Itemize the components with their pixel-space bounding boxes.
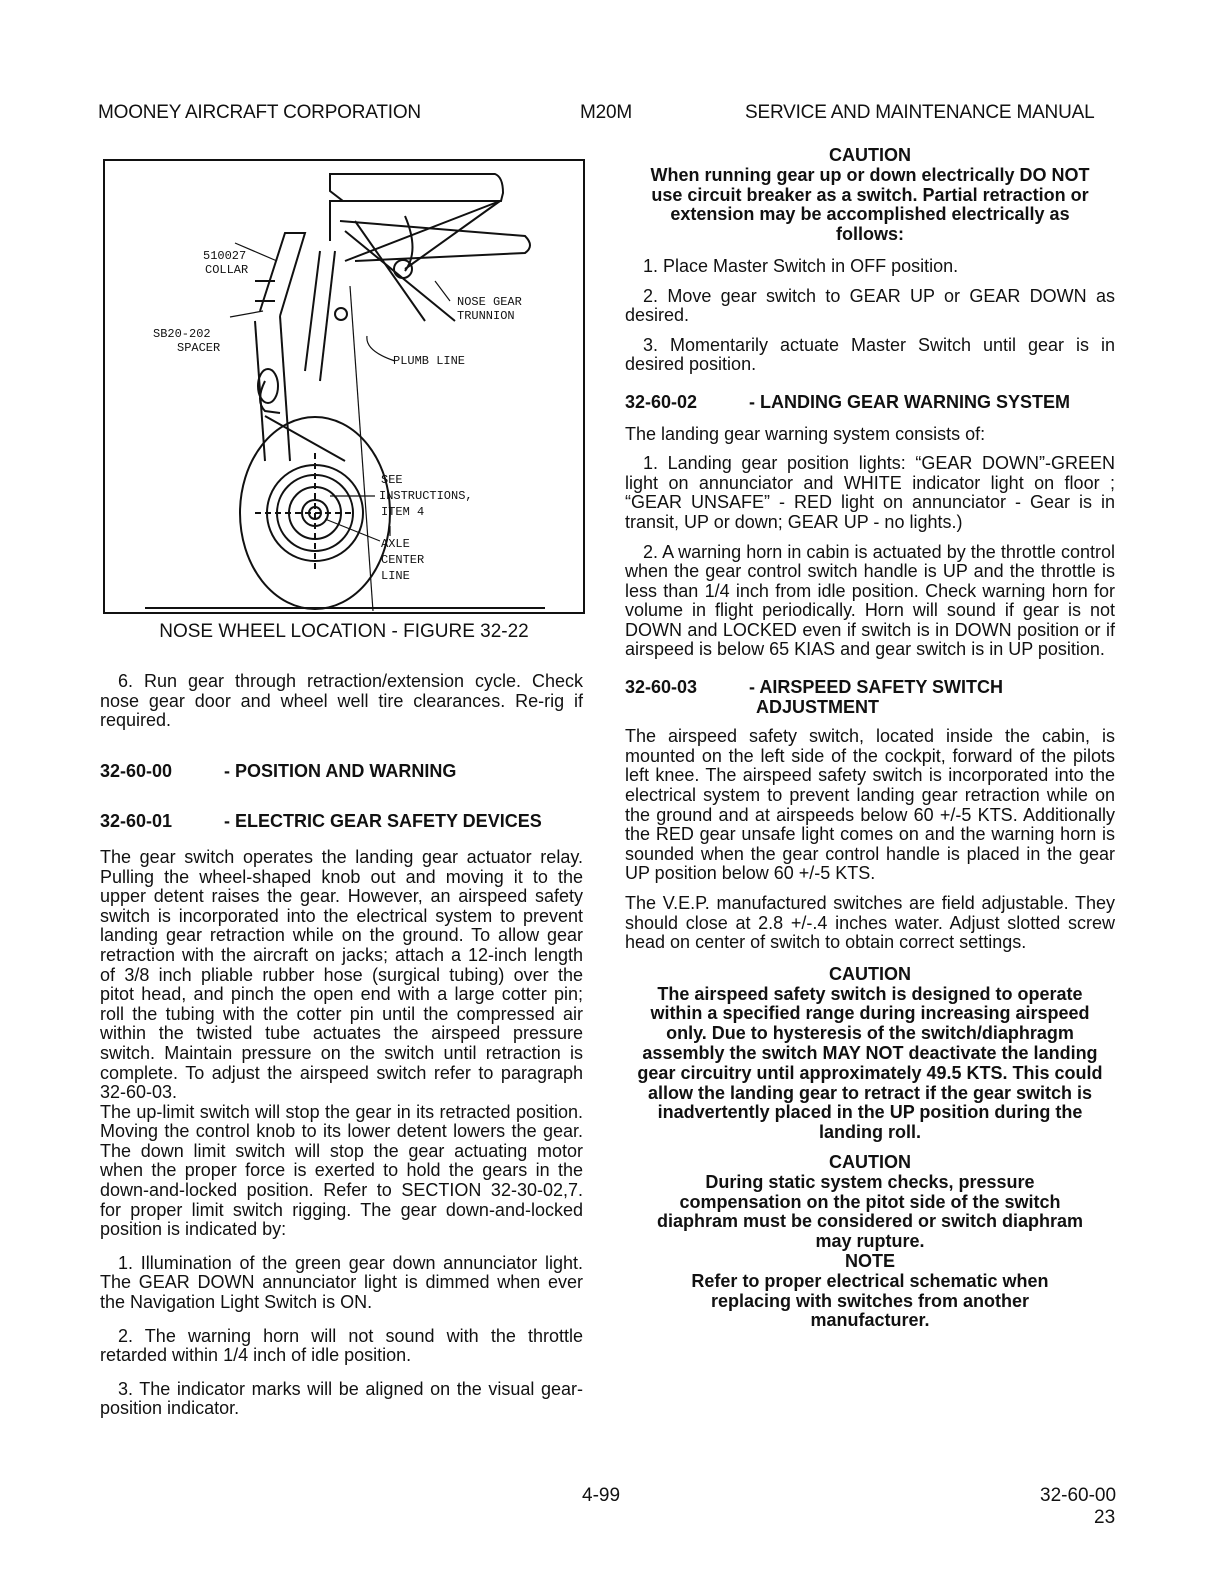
label-spacer: SPACER <box>177 341 221 355</box>
manual-step-1: 1. Place Master Switch in OFF position. <box>643 255 959 276</box>
section-title: - POSITION AND WARNING <box>224 760 457 781</box>
manual-step-2: 2. Move gear switch to GEAR UP or GEAR DOWN as desired. <box>625 285 1115 326</box>
label-center: CENTER <box>381 553 425 567</box>
page-number: 4-99 <box>582 1485 621 1506</box>
nose-gear-drawing <box>105 161 583 612</box>
manual-step-3: 3. Momentarily actuate Master Switch until gear is in desired position. <box>625 334 1115 375</box>
caution-electrical <box>625 146 1115 245</box>
caution-title: CAUTION <box>829 145 911 165</box>
label-see: SEE <box>381 473 403 487</box>
indicator-item-2: 2. The warning horn will not sound with the throttle retarded within 1/4 inch of idle position. <box>100 1325 583 1366</box>
caution-airspeed <box>625 965 1115 1143</box>
figure-caption: NOSE WHEEL LOCATION - FIGURE 32-22 <box>159 621 529 642</box>
caution-text: During static system checks, pressure compensation on the pitot side of the switch diaphram must be considered or switch diaphram may rupture. <box>656 1171 1084 1252</box>
label-axle: AXLE <box>381 537 410 551</box>
section-title-line-1: - AIRSPEED SAFETY SWITCH <box>749 677 1004 698</box>
label-collar: COLLAR <box>205 263 249 277</box>
section-number: 32-60-00 <box>100 760 173 781</box>
indicator-item-3: 3. The indicator marks will be aligned on the visual gear-position indicator. <box>100 1378 583 1419</box>
section-32-60-00 <box>100 762 583 782</box>
caution-text: When running gear up or down electrically DO NOT use circuit breaker as a switch. Partial retraction or extension may be accomplished electrically as follows: <box>650 164 1090 245</box>
section-title <box>749 678 1003 717</box>
indicator-item-1: 1. Illumination of the green gear down annunciator light. The GEAR DOWN annunciator light is dimmed when ever the Navigation Light Switch is ON. <box>100 1252 583 1313</box>
label-collar-number: 510027 <box>203 249 247 263</box>
label-trunnion-1: NOSE GEAR <box>457 295 522 309</box>
header-company: MOONEY AIRCRAFT CORPORATION <box>98 102 421 123</box>
gear-switch-paragraph: The gear switch operates the landing gear actuator relay. Pulling the wheel-shaped knob out and moving it to the upper detent raises the gear. However, an airspeed safety switch is incorporated into the electrical system to prevent landing gear retraction while on the ground. To allow gear retraction with the aircraft on jacks; attach a 12-inch length of 3/8 inch pliable rubber hose (surgical tubing) over the pitot head, and pinch the open end with a large cotter pin; roll the tubing with the cotter pin until the compressed air within the twisted tube actuates the airspeed pressure switch. Maintain pressure on the switch until retraction is complete. To adjust the airspeed switch refer to paragraph 32-60-03. <box>100 846 583 1103</box>
header-manual: SERVICE AND MAINTENANCE MANUAL <box>745 102 1095 123</box>
section-number: 32-60-03 <box>625 677 698 698</box>
label-item: ITEM 4 <box>381 505 425 519</box>
step-6: 6. Run gear through retraction/extension cycle. Check nose gear door and wheel well tire clearances. Re-rig if required. <box>100 671 583 731</box>
footer-section: 32-60-00 <box>1040 1485 1117 1506</box>
label-instructions: INSTRUCTIONS, <box>379 489 473 503</box>
warning-item-2: 2. A warning horn in cabin is actuated by the throttle control when the gear control switch handle is UP and the throttle is less than 1/4 inch from idle position. Check warning horn for volume in flight periodically. Horn will sound if gear is not DOWN and LOCKED even if switch is in DOWN position or if airspeed is below 65 KIAS and gear switch is in UP position. <box>625 541 1115 660</box>
label-spacer-number: SB20-202 <box>153 327 211 341</box>
caution-text: The airspeed safety switch is designed to operate within a specified range during increasing airspeed only. Due to hysteresis of the switch/diaphragm assembly the switch MAY NOT deactivate the landing gear circuitry until approximately 49.5 KTS. This could allow the landing gear to retract if the gear switch is inadvertently placed in the UP position during the landing roll. <box>637 983 1103 1143</box>
footer-revision: 23 <box>1094 1507 1116 1528</box>
note-text: Refer to proper electrical schematic when replacing with switches from another manufacturer. <box>691 1270 1049 1331</box>
section-title: - ELECTRIC GEAR SAFETY DEVICES <box>224 811 542 832</box>
label-line: LINE <box>381 569 410 583</box>
header-model: M20M <box>580 102 632 123</box>
section-title: - LANDING GEAR WARNING SYSTEM <box>749 391 1071 412</box>
up-limit-paragraph: The up-limit switch will stop the gear in its retracted position. Moving the control knob to its lower detent lowers the gear. The down limit switch will stop the gear actuating motor when the proper force is exerted to hold the gears in the down-and-locked position. Refer to SECTION 32-30-02,7. for proper limit switch rigging. The gear down-and-locked position is indicated by: <box>100 1101 583 1240</box>
section-32-60-02 <box>625 393 1115 413</box>
section-32-60-03 <box>625 678 1115 717</box>
label-trunnion-2: TRUNNION <box>457 309 515 323</box>
left-column <box>100 672 583 1419</box>
right-column <box>625 146 1115 1331</box>
label-plumb-line: PLUMB LINE <box>393 354 466 368</box>
caution-title: CAUTION <box>829 1151 911 1172</box>
warning-item-1: 1. Landing gear position lights: “GEAR DOWN”-GREEN light on annunciator and WHITE indicator light on floor ; “GEAR UNSAFE” - RED light on annunciator - Gear is in transit, UP or down; GEAR UP - no lights.) <box>625 453 1115 532</box>
section-number: 32-60-02 <box>625 391 698 412</box>
note-title: NOTE <box>844 1250 895 1271</box>
nose-wheel-figure <box>103 159 585 614</box>
caution-static <box>625 1153 1115 1331</box>
section-number: 32-60-01 <box>100 811 173 832</box>
section-title-line-2: ADJUSTMENT <box>756 696 880 717</box>
airspeed-switch-paragraph: The airspeed safety switch, located inside the cabin, is mounted on the left side of the cockpit, forward of the pilots left knee. The airspeed safety switch is incorporated into the electrical system to prevent landing gear retraction while on the ground and at airspeeds below 60 +/-5 KTS. Additionally the RED gear unsafe light comes on and the warning horn is sounded when the gear control handle is placed in the gear UP position below 60 +/-5 KTS. <box>625 726 1115 884</box>
warning-intro: The landing gear warning system consists of: <box>625 423 986 444</box>
caution-title: CAUTION <box>829 963 911 984</box>
section-32-60-01 <box>100 812 583 832</box>
vep-switch-paragraph: The V.E.P. manufactured switches are field adjustable. They should close at 2.8 +/-.4 inches water. Adjust slotted screw head on center of switch to obtain correct settings. <box>625 893 1115 953</box>
